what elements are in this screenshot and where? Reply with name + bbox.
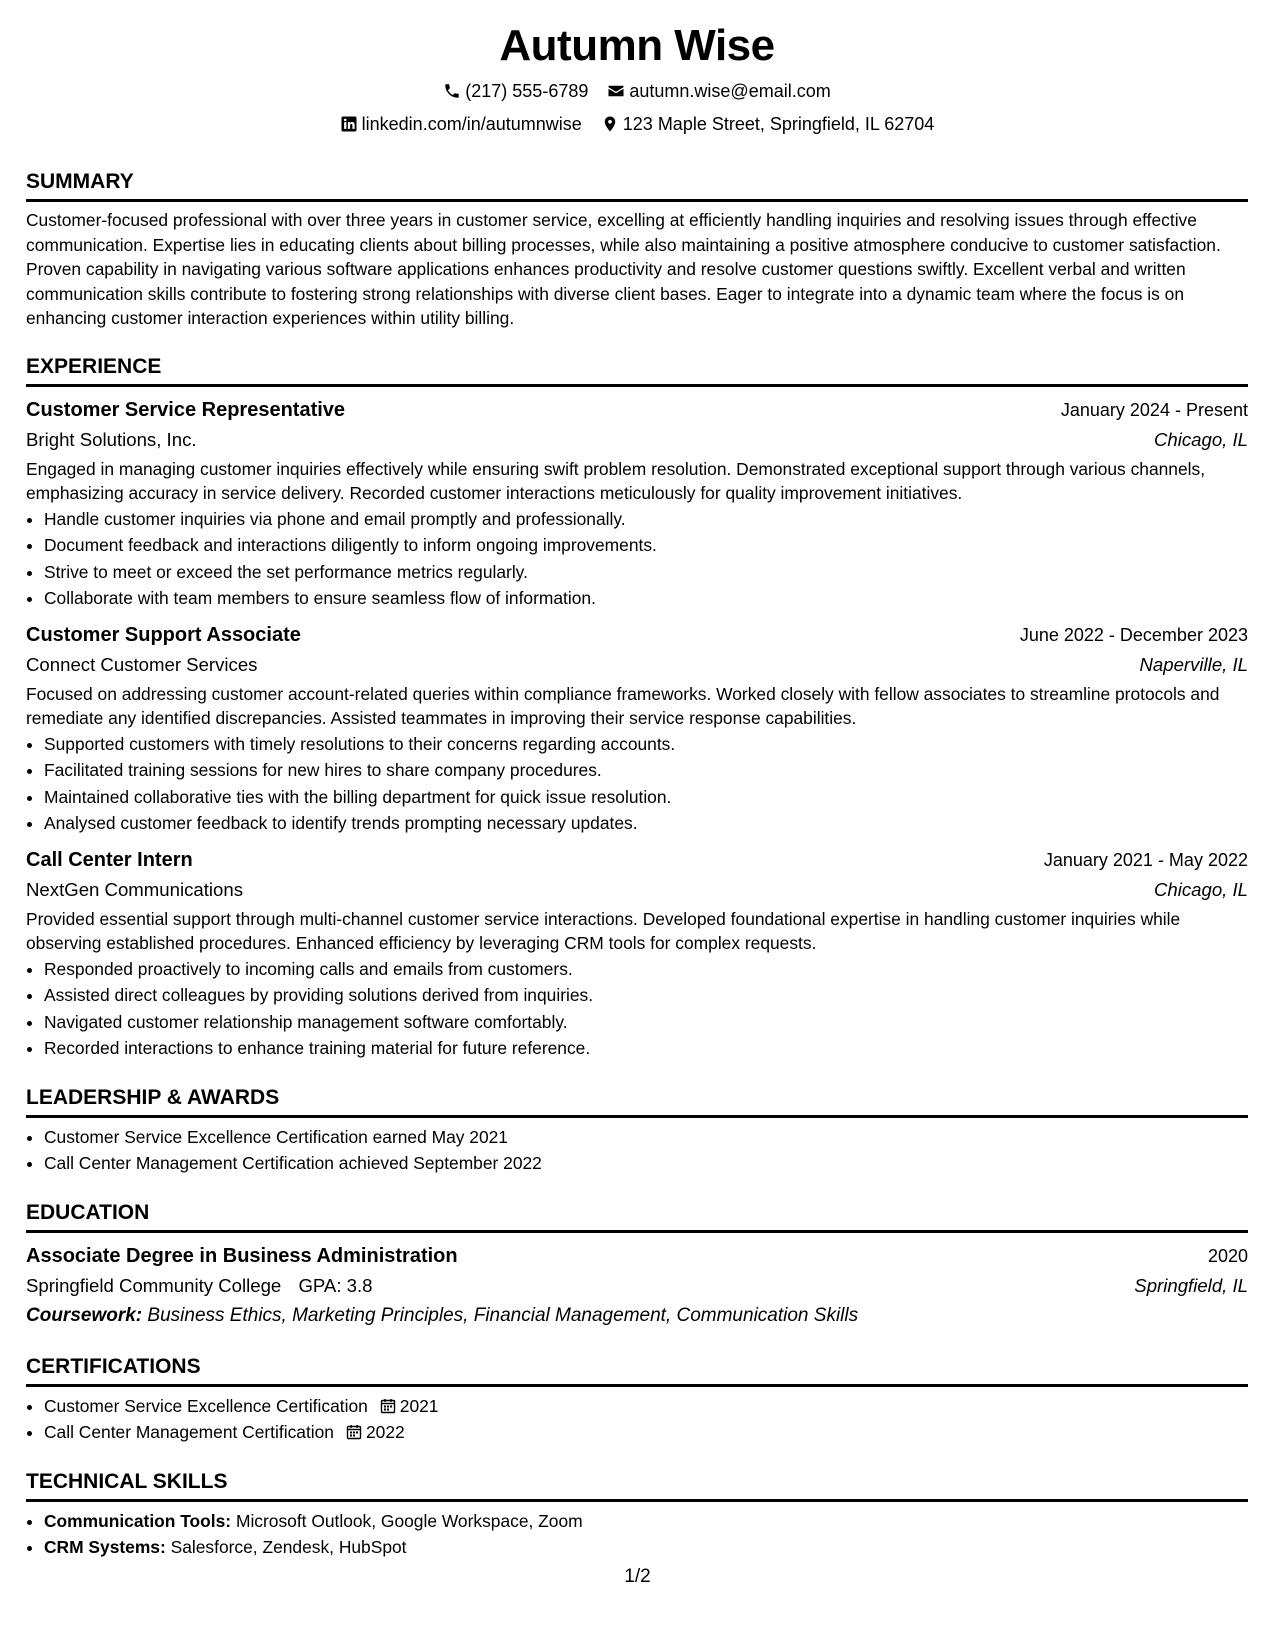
coursework-text: Business Ethics, Marketing Principles, Financial Management, Communication Skills — [147, 1304, 859, 1326]
school-line — [26, 1271, 373, 1301]
school-name: Springfield Community College — [26, 1274, 282, 1296]
graduation-year: 2020 — [1207, 1245, 1248, 1266]
list-item: • Call Center Management Certification achieved September 2022 — [44, 1150, 1248, 1177]
phone-contact[interactable] — [443, 80, 588, 102]
job-dates: January 2024 - Present — [1060, 399, 1248, 420]
phone-text: (217) 555-6789 — [465, 81, 589, 101]
job-entry — [26, 620, 1248, 837]
candidate-name: Autumn Wise — [499, 21, 775, 70]
list-item: • Analysed customer feedback to identify trends prompting necessary updates. — [44, 810, 1248, 837]
job-company: Connect Customer Services — [26, 653, 258, 675]
linkedin-icon — [340, 115, 358, 133]
list-item: • Collaborate with team members to ensure seamless flow of information. — [44, 585, 1248, 612]
list-item: • Navigated customer relationship management software comfortably. — [44, 1009, 1248, 1036]
list-item: • Handle customer inquiries via phone and email promptly and professionally. — [44, 506, 1248, 533]
section-title-summary: SUMMARY — [26, 170, 134, 193]
job-description: Focused on addressing customer account-related queries within compliance frameworks. Worked closely with fellow associates to streamline protocols and remediate any identified discrepancies. Assisted teammates in improving their service response capabilities. — [26, 683, 1220, 728]
leadership-list — [26, 1124, 1248, 1177]
coursework-line — [26, 1301, 1248, 1331]
job-dates: June 2022 - December 2023 — [1019, 624, 1248, 645]
certification-year: 2021 — [399, 1395, 439, 1416]
summary-text: Customer-focused professional with over three years in customer service, excelling at efficiently handling inquiries and resolving issues through effective communication. Expertise lies in educating clients about billing processes, while also maintaining a positive atmosphere conducive to customer satisfaction. Proven capability in navigating various software applications enhances productivity and resolve customer questions swiftly. Excellent verbal and written communication skills contribute to fostering strong relationships with diverse client bases. Eager to integrate into a dynamic team where the focus is on enhancing customer interaction experiences within utility billing. — [26, 210, 1221, 328]
email-contact[interactable] — [607, 80, 830, 102]
linkedin-text: linkedin.com/in/autumnwise — [361, 114, 582, 134]
degree-title: Associate Degree in Business Administration — [26, 1244, 458, 1267]
address-contact — [601, 113, 935, 135]
address-text: 123 Maple Street, Springfield, IL 62704 — [622, 114, 935, 134]
job-bullets — [26, 956, 1248, 1062]
list-item: • Supported customers with timely resolutions to their concerns regarding accounts. — [44, 731, 1248, 758]
list-item — [44, 1508, 1248, 1535]
leadership-section — [26, 1074, 1248, 1177]
education-entry — [26, 1241, 1248, 1331]
section-divider — [26, 1384, 1248, 1387]
section-divider — [26, 1499, 1248, 1502]
list-item: • Maintained collaborative ties with the billing department for quick issue resolution. — [44, 784, 1248, 811]
email-text: autumn.wise@email.com — [629, 81, 831, 101]
list-item: • Strive to meet or exceed the set performance metrics regularly. — [44, 559, 1248, 586]
skill-label: Communication Tools: — [44, 1510, 232, 1531]
list-item: • Recorded interactions to enhance training material for future reference. — [44, 1035, 1248, 1062]
section-title-skills: TECHNICAL SKILLS — [26, 1469, 228, 1493]
gpa: GPA: 3.8 — [298, 1274, 373, 1296]
calendar-icon — [346, 1424, 362, 1440]
section-divider — [26, 1230, 1248, 1233]
list-item: • Document feedback and interactions diligently to inform ongoing improvements. — [44, 532, 1248, 559]
section-title-experience: EXPERIENCE — [26, 354, 162, 378]
list-item: • Responded proactively to incoming calls and emails from customers. — [44, 956, 1248, 983]
job-entry — [26, 395, 1248, 612]
section-divider — [26, 384, 1248, 387]
job-bullets — [26, 506, 1248, 612]
certification-year: 2022 — [365, 1422, 405, 1442]
section-title-leadership: LEADERSHIP & AWARDS — [26, 1085, 280, 1109]
page-number: 1/2 — [624, 1566, 651, 1587]
phone-icon — [443, 82, 461, 100]
coursework-label: Coursework: — [26, 1304, 143, 1326]
list-item: • Assisted direct colleagues by providing solutions derived from inquiries. — [44, 982, 1248, 1009]
skill-value: Microsoft Outlook, Google Workspace, Zoom — [235, 1510, 583, 1531]
job-dates: January 2021 - May 2022 — [1043, 849, 1248, 870]
job-company: Bright Solutions, Inc. — [26, 428, 197, 450]
list-item — [44, 1393, 1248, 1420]
section-title-education: EDUCATION — [26, 1200, 150, 1224]
job-location: Chicago, IL — [1153, 428, 1248, 450]
certifications-list — [26, 1393, 1248, 1446]
job-title: Call Center Intern — [26, 848, 193, 871]
list-item: • Facilitated training sessions for new hires to share company procedures. — [44, 757, 1248, 784]
list-item — [44, 1419, 1248, 1446]
certification-name: Call Center Management Certification — [44, 1422, 334, 1442]
map-pin-icon — [601, 115, 619, 133]
section-title-certifications: CERTIFICATIONS — [26, 1354, 201, 1378]
job-description: Engaged in managing customer inquiries effectively while ensuring swift problem resolution. Demonstrated exceptional support through various channels, emphasizing accuracy in service delivery. Recorded customer interactions meticulously for quality improvement initiatives. — [26, 458, 1206, 503]
section-divider — [26, 1115, 1248, 1118]
job-description: Provided essential support through multi-channel customer service interactions. Developed foundational expertise in handling customer inquiries while observing established procedures. Enhanced efficiency by leveraging CRM tools for complex requests. — [26, 908, 1181, 953]
list-item — [44, 1534, 1248, 1561]
skills-section — [26, 1458, 1248, 1561]
envelope-icon — [607, 82, 625, 100]
job-company: NextGen Communications — [26, 878, 244, 900]
resume-page — [26, 18, 1248, 1561]
summary-section — [26, 158, 1248, 331]
skill-label: CRM Systems: — [44, 1537, 166, 1557]
certification-name: Customer Service Excellence Certification — [44, 1395, 368, 1416]
list-item: • Customer Service Excellence Certification earned May 2021 — [44, 1124, 1248, 1151]
contact-line-2 — [26, 113, 1248, 138]
section-divider — [26, 199, 1248, 202]
school-location: Springfield, IL — [1134, 1274, 1248, 1296]
linkedin-contact[interactable] — [340, 113, 582, 135]
resume-header — [26, 18, 1248, 138]
job-bullets — [26, 731, 1248, 837]
contact-line-1 — [26, 80, 1248, 105]
skill-value: Salesforce, Zendesk, HubSpot — [170, 1537, 407, 1557]
calendar-icon — [380, 1398, 396, 1414]
experience-section — [26, 343, 1248, 1062]
certifications-section — [26, 1343, 1248, 1446]
job-entry — [26, 845, 1248, 1062]
job-location: Naperville, IL — [1139, 653, 1248, 675]
job-title: Customer Service Representative — [26, 398, 346, 421]
education-section — [26, 1189, 1248, 1331]
job-title: Customer Support Associate — [26, 623, 301, 646]
job-location: Chicago, IL — [1153, 878, 1248, 900]
skills-list — [26, 1508, 1248, 1561]
